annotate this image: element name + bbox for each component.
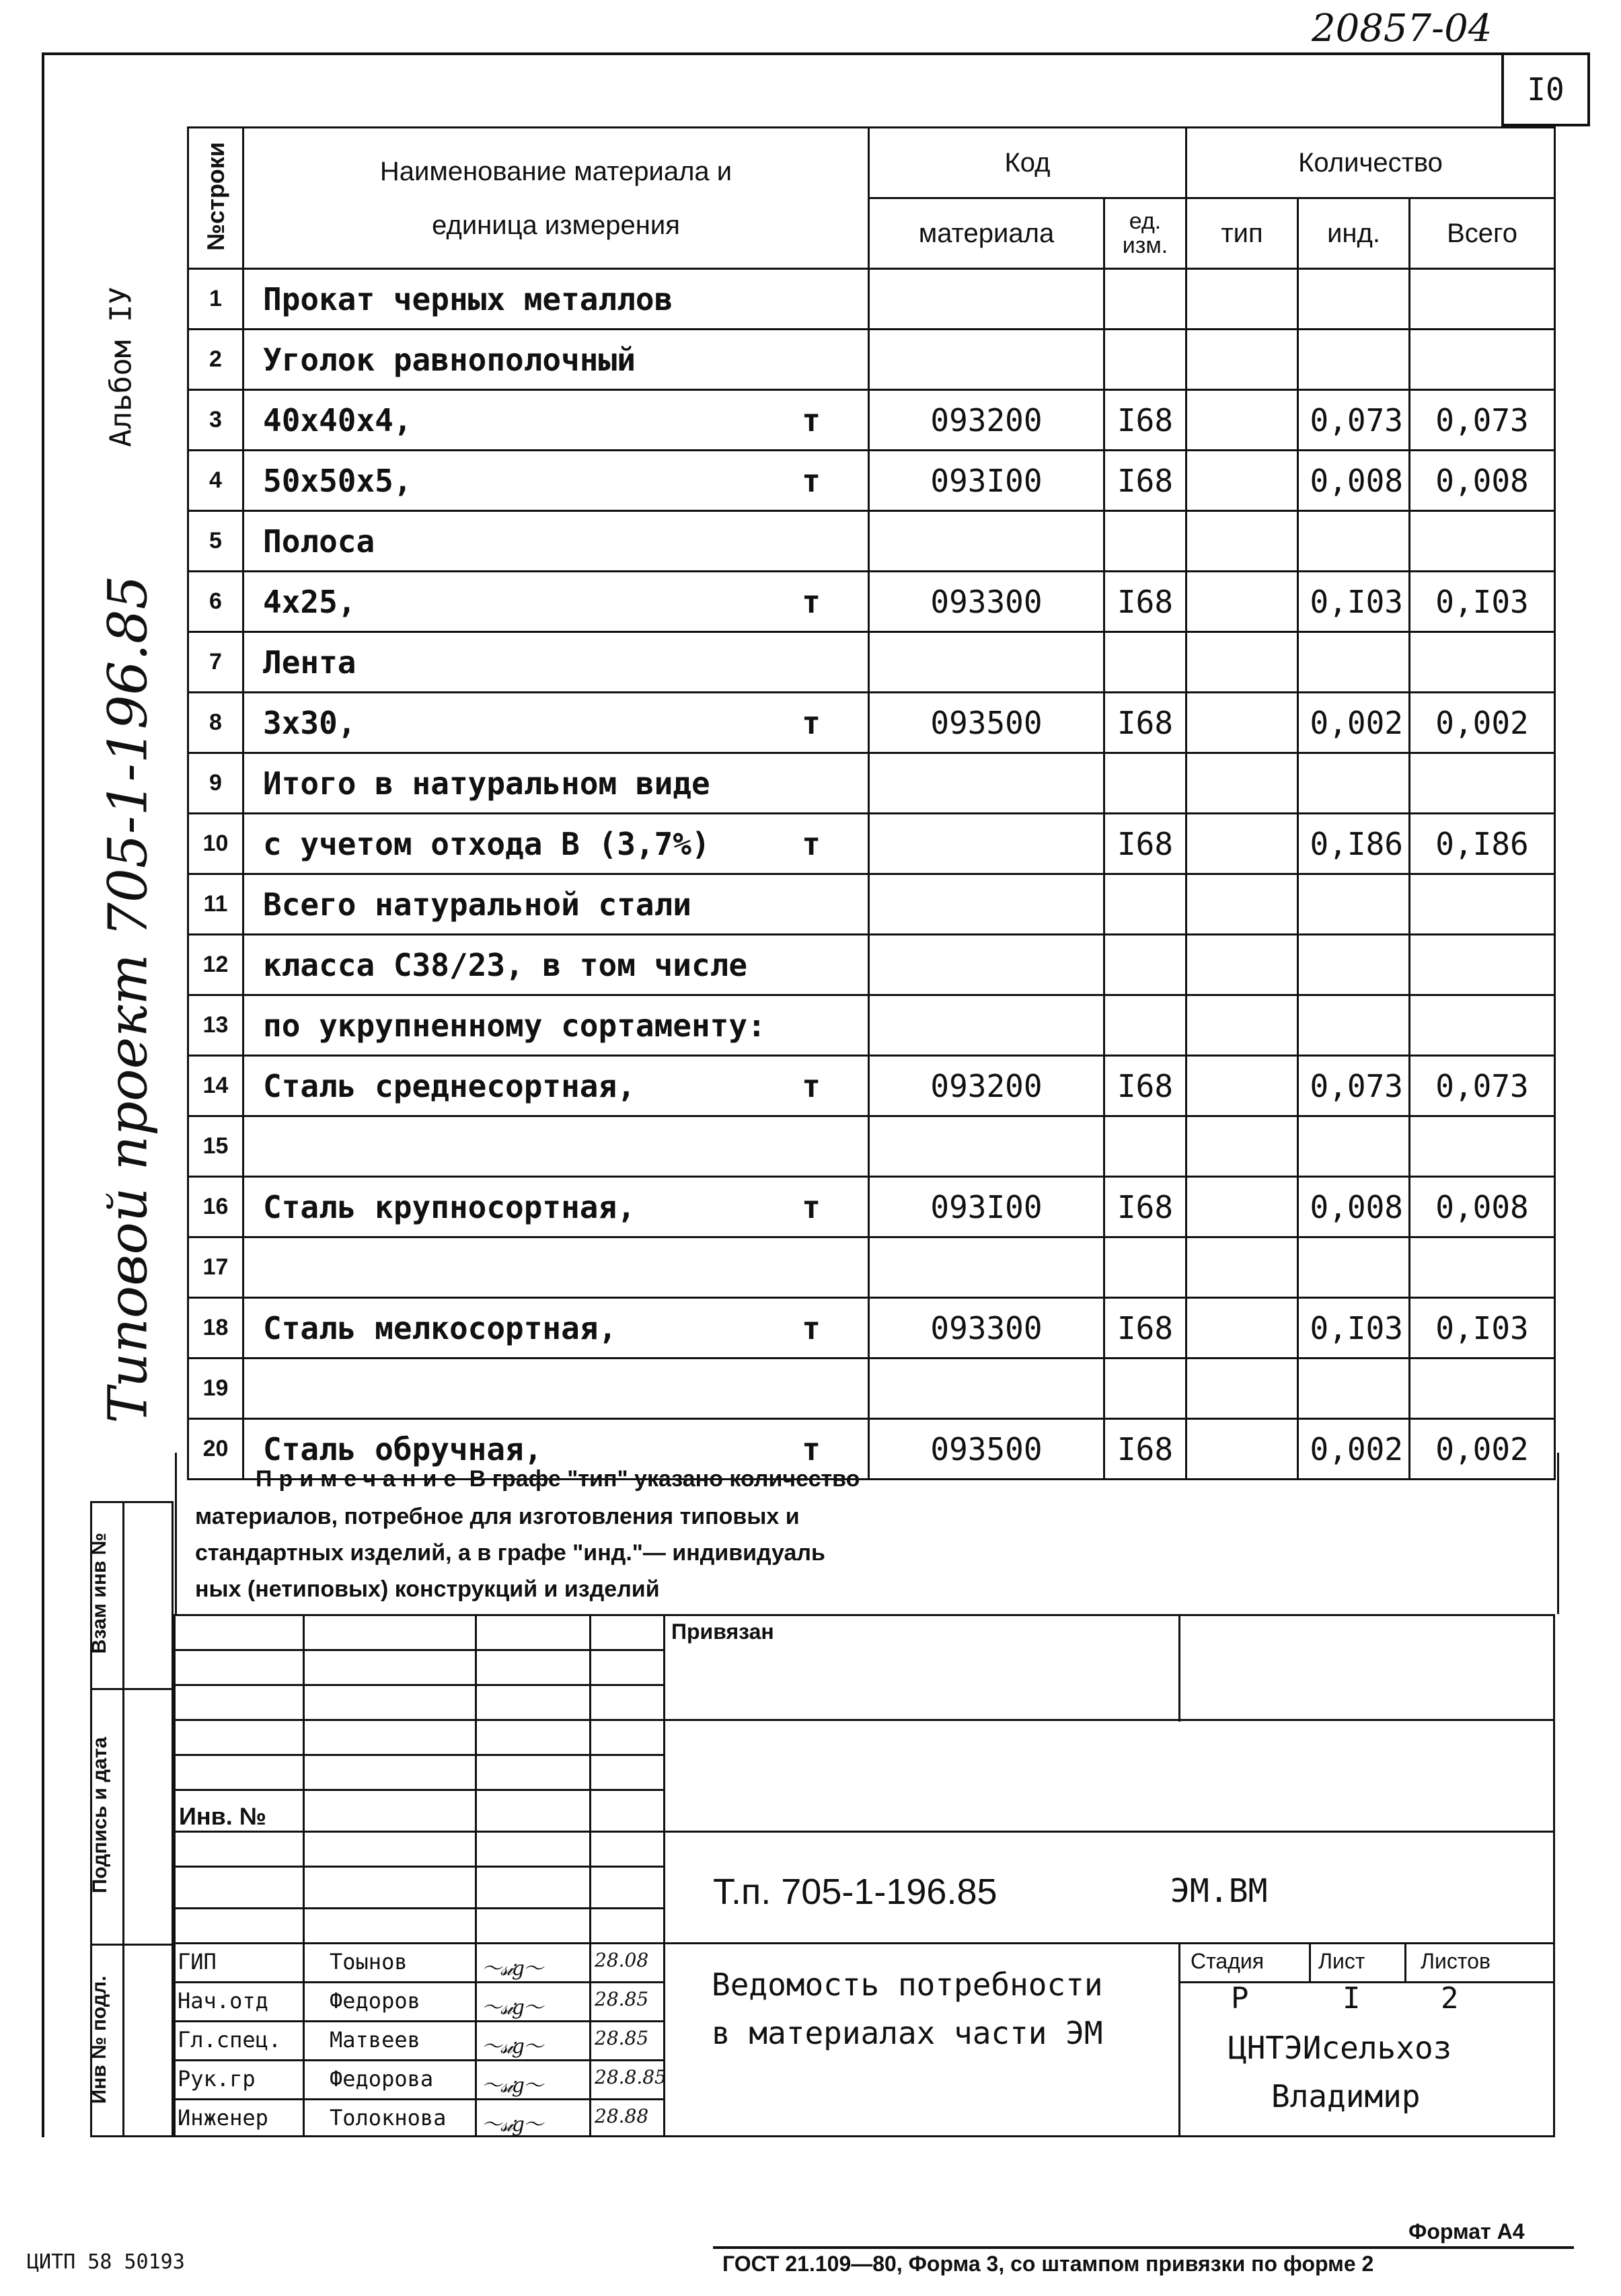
row-tip: [1186, 632, 1298, 693]
row-ed: [1104, 269, 1186, 330]
row-ind: 0,073: [1298, 390, 1410, 451]
row-code: [869, 935, 1104, 995]
row-name: [243, 935, 869, 995]
row-number: 15: [188, 1116, 243, 1177]
table-row: [188, 995, 1555, 1056]
stamp-hline-12: [174, 2020, 663, 2022]
row-number: 1: [188, 269, 243, 330]
row-ind: 0,I03: [1298, 572, 1410, 632]
row-ed: I68: [1104, 814, 1186, 874]
footer-rule: [713, 2246, 1574, 2249]
stage-value: Р: [1231, 1981, 1249, 2016]
row-tip: [1186, 572, 1298, 632]
row-name-text: Итого в натуральном виде: [263, 765, 710, 802]
footer-left: ЦИТП 58 50193: [27, 2250, 185, 2274]
row-tip: [1186, 814, 1298, 874]
row-ed: [1104, 1237, 1186, 1298]
row-code: 093500: [869, 693, 1104, 753]
project-side-label: Типовой проект 705-1-196.85: [96, 575, 159, 1424]
row-code: [869, 995, 1104, 1056]
row-tip: [1186, 693, 1298, 753]
row-total: [1410, 1237, 1555, 1298]
margin-podpis: Подпись и дата: [89, 1736, 111, 1894]
header-qty: Количество: [1186, 128, 1555, 198]
row-name-text: 40x40x4,: [263, 401, 412, 438]
row-unit: т: [802, 1188, 821, 1225]
stamp-person-name: Тоынов: [330, 1949, 408, 1975]
margin-vzam: Взам инв №: [88, 1532, 110, 1654]
row-ed: [1104, 935, 1186, 995]
row-number: 13: [188, 995, 243, 1056]
stamp-person-name: Матвеев: [330, 2027, 420, 2053]
row-ind: [1298, 753, 1410, 814]
stamp-hline-9: [174, 1942, 1555, 1944]
row-number: 11: [188, 874, 243, 935]
row-name-text: Полоса: [263, 523, 375, 560]
row-total: 0,I86: [1410, 814, 1555, 874]
table-row: [188, 814, 1555, 874]
row-code: 093200: [869, 1056, 1104, 1116]
row-name: [243, 693, 869, 753]
row-unit: т: [802, 462, 821, 499]
row-unit: т: [802, 1067, 821, 1104]
row-total: 0,I03: [1410, 1298, 1555, 1359]
row-number: 9: [188, 753, 243, 814]
row-total: [1410, 753, 1555, 814]
margin-inner-line: [122, 1501, 124, 2137]
row-tip: [1186, 995, 1298, 1056]
stamp-vline-5: [1178, 1614, 1180, 1722]
row-name-text: 3x30,: [263, 704, 356, 741]
org-line1: ЦНТЭИсельхоз: [1228, 2030, 1452, 2066]
row-ed: I68: [1104, 1419, 1186, 1480]
row-ed: I68: [1104, 1298, 1186, 1359]
row-number: 3: [188, 390, 243, 451]
table-row: [188, 390, 1555, 451]
row-unit: т: [802, 1309, 821, 1346]
row-code: 093300: [869, 572, 1104, 632]
stamp-person-name: Федорова: [330, 2066, 434, 2092]
sheets-label: Листов: [1421, 1949, 1491, 1973]
stamp-date: 28.85: [595, 2027, 649, 2049]
table-row: [188, 1237, 1555, 1298]
sheet-value: I: [1343, 1981, 1361, 2016]
row-name: [243, 451, 869, 511]
row-number: 19: [188, 1359, 243, 1419]
row-ind: 0,002: [1298, 1419, 1410, 1480]
row-tip: [1186, 1298, 1298, 1359]
row-code: [869, 753, 1104, 814]
header-row-no-text: №строки: [202, 142, 229, 251]
table-row: [188, 632, 1555, 693]
table-row: [188, 511, 1555, 572]
row-unit: т: [802, 1430, 821, 1467]
row-name: [243, 1056, 869, 1116]
outer-frame-top: [42, 52, 1503, 55]
stamp-vline-6: [1178, 1942, 1180, 2137]
row-unit: т: [802, 583, 821, 620]
inv-no-label: Инв. №: [179, 1802, 266, 1830]
stamp-date: 28.8.85: [595, 2066, 667, 2088]
row-code: [869, 269, 1104, 330]
row-number: 5: [188, 511, 243, 572]
stamp-date: 28.88: [595, 2105, 649, 2127]
header-qty-ind: инд.: [1298, 198, 1410, 269]
row-name-text: по укрупненному сортаменту:: [263, 1007, 766, 1044]
row-tip: [1186, 753, 1298, 814]
row-name: [243, 1177, 869, 1237]
row-total: [1410, 632, 1555, 693]
row-name: [243, 874, 869, 935]
margin-divider-1: [90, 1688, 174, 1690]
table-row: [188, 935, 1555, 995]
stamp-hline-5: [174, 1789, 663, 1791]
note-line1: [256, 1466, 860, 1492]
row-name: [243, 753, 869, 814]
row-tip: [1186, 511, 1298, 572]
doc-code: ЭМ.ВМ: [1170, 1872, 1268, 1910]
row-total: 0,073: [1410, 1056, 1555, 1116]
table-row: [188, 874, 1555, 935]
row-tip: [1186, 390, 1298, 451]
row-name-text: класса С38/23, в том числе: [263, 946, 748, 983]
row-total: [1410, 330, 1555, 390]
row-ind: [1298, 1237, 1410, 1298]
signature: 〜𝓈𝒾𝑔〜: [482, 1996, 542, 2020]
row-number: 2: [188, 330, 243, 390]
header-code-unit: ед. изм.: [1104, 198, 1186, 269]
row-number: 14: [188, 1056, 243, 1116]
row-name-text: Прокат черных металлов: [263, 280, 673, 317]
row-total: [1410, 511, 1555, 572]
table-row: [188, 451, 1555, 511]
row-code: [869, 1116, 1104, 1177]
header-qty-total: Всего: [1410, 198, 1555, 269]
stamp-role: Гл.спец.: [178, 2027, 282, 2053]
title-line2: в материалах части ЭМ: [712, 2015, 1103, 2051]
row-name: [243, 1237, 869, 1298]
row-ed: [1104, 330, 1186, 390]
stamp-vline-4: [663, 1614, 665, 2137]
row-code: [869, 1359, 1104, 1419]
row-unit: т: [802, 401, 821, 438]
row-ind: [1298, 1116, 1410, 1177]
row-ind: 0,073: [1298, 1056, 1410, 1116]
row-ed: [1104, 511, 1186, 572]
row-ed: I68: [1104, 572, 1186, 632]
row-tip: [1186, 1359, 1298, 1419]
row-code: [869, 814, 1104, 874]
outer-frame-left: [42, 52, 44, 2137]
stamp-role: Нач.отд: [178, 1988, 268, 2014]
header-name-text: Наименование материала и единица измерения: [379, 156, 732, 240]
row-ind: 0,008: [1298, 1177, 1410, 1237]
row-unit: т: [802, 704, 821, 741]
signature: 〜𝓈𝒾𝑔〜: [482, 2035, 542, 2059]
row-number: 18: [188, 1298, 243, 1359]
title-line1: Ведомость потребности: [712, 1966, 1103, 2003]
table-row: [188, 1359, 1555, 1419]
row-ed: [1104, 1359, 1186, 1419]
stamp-role: ГИП: [178, 1949, 217, 1975]
table-row: [188, 753, 1555, 814]
designation: Т.п. 705-1-196.85: [713, 1872, 997, 1912]
materials-table: [187, 126, 1556, 1480]
row-tip: [1186, 1056, 1298, 1116]
row-total: 0,073: [1410, 390, 1555, 451]
stamp-person-name: Толокнова: [330, 2105, 447, 2131]
row-unit: т: [802, 825, 821, 862]
stamp-person-name: Федоров: [330, 1988, 420, 2014]
row-tip: [1186, 874, 1298, 935]
row-ind: 0,008: [1298, 451, 1410, 511]
row-name: [243, 995, 869, 1056]
row-code: [869, 1237, 1104, 1298]
stage-label: Стадия: [1191, 1949, 1265, 1973]
row-number: 10: [188, 814, 243, 874]
stamp-date: 28.08: [595, 1949, 649, 1971]
header-name: [243, 128, 869, 269]
note-line3: стандартных изделий, а в графе "инд."— индивидуаль: [195, 1540, 825, 1566]
row-name-text: 4x25,: [263, 583, 356, 620]
signature: 〜𝓈𝒾𝑔〜: [482, 1957, 542, 1981]
row-ed: I68: [1104, 693, 1186, 753]
row-ind: [1298, 632, 1410, 693]
row-tip: [1186, 269, 1298, 330]
row-number: 6: [188, 572, 243, 632]
row-tip: [1186, 1116, 1298, 1177]
sheet-number: I0: [1527, 71, 1565, 108]
row-name-text: Уголок равнополочный: [263, 341, 636, 378]
row-number: 4: [188, 451, 243, 511]
row-total: [1410, 935, 1555, 995]
row-name-text: Сталь обручная,: [263, 1430, 543, 1467]
sheets-value: 2: [1441, 1981, 1459, 2016]
row-name: [243, 1116, 869, 1177]
row-name: [243, 1298, 869, 1359]
stamp-hline-7: [174, 1866, 663, 1868]
row-name-text: Сталь крупносортная,: [263, 1188, 636, 1225]
row-name: [243, 330, 869, 390]
row-name-text: с учетом отхода В (3,7%): [263, 825, 710, 862]
row-name: [243, 1359, 869, 1419]
row-code: [869, 632, 1104, 693]
stamp-hline-3: [174, 1719, 1555, 1721]
header-code: Код: [869, 128, 1186, 198]
row-total: [1410, 1359, 1555, 1419]
album-label: Альбом IУ: [104, 286, 139, 447]
doc-number-top: 20857-04: [1312, 7, 1493, 50]
signature: 〜𝓈𝒾𝑔〜: [482, 2074, 542, 2098]
stamp-hline-4: [174, 1754, 663, 1756]
row-number: 8: [188, 693, 243, 753]
stamp-hline-14: [174, 2098, 663, 2100]
signature: 〜𝓈𝒾𝑔〜: [482, 2113, 542, 2137]
table-row: [188, 1056, 1555, 1116]
row-number: 7: [188, 632, 243, 693]
table-row: [188, 330, 1555, 390]
format-label: Формат А4: [1408, 2219, 1525, 2244]
stamp-date: 28.85: [595, 1988, 649, 2010]
row-ind: 0,002: [1298, 693, 1410, 753]
row-code: 093I00: [869, 1177, 1104, 1237]
row-total: 0,008: [1410, 1177, 1555, 1237]
note-label: Примечание: [256, 1466, 463, 1492]
row-name: [243, 632, 869, 693]
row-total: [1410, 995, 1555, 1056]
header-row-no: [188, 128, 243, 269]
row-ed: [1104, 753, 1186, 814]
row-code: 093200: [869, 390, 1104, 451]
row-total: [1410, 874, 1555, 935]
stamp-hline-2: [174, 1684, 663, 1686]
row-ind: [1298, 1359, 1410, 1419]
header-qty-type: тип: [1186, 198, 1298, 269]
row-total: [1410, 269, 1555, 330]
row-total: 0,002: [1410, 1419, 1555, 1480]
row-ed: [1104, 632, 1186, 693]
row-name: [243, 390, 869, 451]
org-line2: Владимир: [1271, 2078, 1421, 2114]
footer-gost: ГОСТ 21.109—80, Форма 3, со штампом привязки по форме 2: [722, 2252, 1374, 2276]
table-row: [188, 1116, 1555, 1177]
row-code: 093500: [869, 1419, 1104, 1480]
row-ed: I68: [1104, 1177, 1186, 1237]
note-line2: материалов, потребное для изготовления типовых и: [195, 1504, 800, 1529]
row-code: [869, 511, 1104, 572]
row-name: [243, 572, 869, 632]
row-number: 20: [188, 1419, 243, 1480]
row-code: 093I00: [869, 451, 1104, 511]
row-name-text: 50x50x5,: [263, 462, 412, 499]
stamp-hline-8: [174, 1907, 663, 1909]
row-ind: [1298, 330, 1410, 390]
stamp-hline-1: [174, 1649, 663, 1651]
table-row: [188, 572, 1555, 632]
row-tip: [1186, 1177, 1298, 1237]
stamp-role: Рук.гр: [178, 2066, 256, 2092]
header-code-material: материала: [869, 198, 1104, 269]
row-tip: [1186, 935, 1298, 995]
row-ed: [1104, 995, 1186, 1056]
row-ind: 0,I03: [1298, 1298, 1410, 1359]
row-name: [243, 269, 869, 330]
row-ind: [1298, 874, 1410, 935]
row-ind: [1298, 995, 1410, 1056]
row-name-text: Сталь среднесортная,: [263, 1067, 636, 1104]
row-ind: [1298, 935, 1410, 995]
stamp-vline-7: [1309, 1942, 1311, 1981]
row-code: [869, 330, 1104, 390]
row-ind: [1298, 511, 1410, 572]
row-ed: I68: [1104, 1056, 1186, 1116]
row-code: [869, 874, 1104, 935]
stamp-vline-8: [1404, 1942, 1406, 1981]
stamp-hline-13: [174, 2059, 663, 2061]
row-ed: I68: [1104, 390, 1186, 451]
stamp-role: Инженер: [178, 2105, 268, 2131]
margin-inv-podl: Инв № подл.: [88, 1975, 110, 2104]
table-row: [188, 269, 1555, 330]
sheet-number-box: [1501, 52, 1590, 126]
stamp-hline-10: [174, 1981, 663, 1983]
row-ind: 0,I86: [1298, 814, 1410, 874]
row-tip: [1186, 330, 1298, 390]
row-number: 12: [188, 935, 243, 995]
row-tip: [1186, 1237, 1298, 1298]
table-row: [188, 1177, 1555, 1237]
row-ed: [1104, 1116, 1186, 1177]
row-ind: [1298, 269, 1410, 330]
row-ed: [1104, 874, 1186, 935]
row-ed: I68: [1104, 451, 1186, 511]
table-row: [188, 1298, 1555, 1359]
row-code: 093300: [869, 1298, 1104, 1359]
privyazan-label: Привязан: [671, 1619, 774, 1644]
row-tip: [1186, 451, 1298, 511]
row-number: 17: [188, 1237, 243, 1298]
row-total: 0,008: [1410, 451, 1555, 511]
note-line4: ных (нетиповых) конструкций и изделий: [195, 1576, 660, 1602]
row-total: 0,I03: [1410, 572, 1555, 632]
note-text1: В графе "тип" указано количество: [469, 1466, 860, 1492]
row-name-text: Всего натуральной стали: [263, 886, 691, 923]
row-name: [243, 814, 869, 874]
row-total: 0,002: [1410, 693, 1555, 753]
row-total: [1410, 1116, 1555, 1177]
sheet-label: Лист: [1318, 1949, 1365, 1973]
stamp-hline-6: [174, 1831, 1555, 1833]
row-name: [243, 511, 869, 572]
row-name-text: Лента: [263, 644, 356, 681]
row-number: 16: [188, 1177, 243, 1237]
row-name-text: Сталь мелкосортная,: [263, 1309, 617, 1346]
table-row: [188, 693, 1555, 753]
